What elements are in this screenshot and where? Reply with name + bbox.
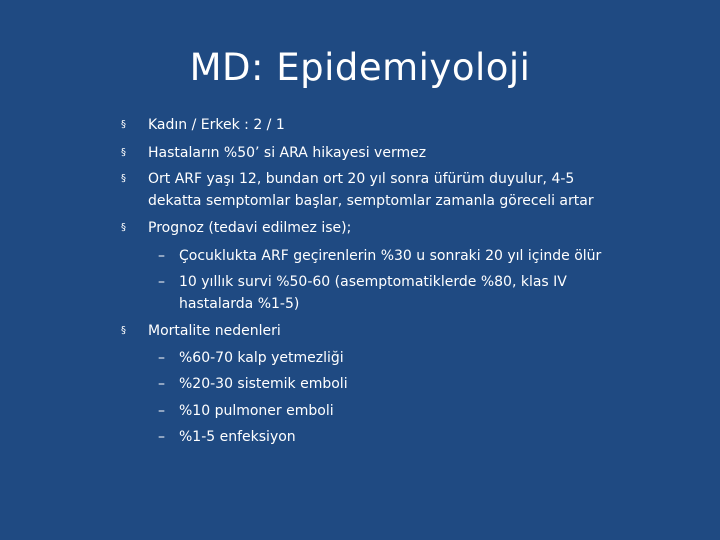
list-item-text: Prognoz (tedavi edilmez ise);: [148, 220, 352, 236]
list-item-text: Ort ARF yaşı 12, bundan ort 20 yıl sonra üfürüm duyulur, 4-5 dekatta semptomlar başlar, semptomlar zamanla göreceli artar: [148, 171, 594, 209]
dash-bullet-icon: –: [158, 403, 165, 419]
dash-bullet-icon: –: [158, 274, 165, 290]
dash-bullet-icon: –: [158, 429, 165, 445]
dash-bullet-icon: –: [158, 376, 165, 392]
square-bullet-icon: §: [121, 325, 126, 336]
square-bullet-icon: §: [121, 222, 126, 233]
list-item-text: %10 pulmoner emboli: [179, 403, 334, 419]
square-bullet-icon: §: [121, 147, 126, 158]
list-item-text: Mortalite nedenleri: [148, 323, 281, 339]
list-item-text: Hastaların %50’ si ARA hikayesi vermez: [148, 145, 427, 161]
dash-bullet-icon: –: [158, 350, 165, 366]
list-item-text: %20-30 sistemik emboli: [179, 376, 348, 392]
list-item-text: 10 yıllık survi %50-60 (asemptomatiklerde %80, klas IV hastalarda %1-5): [179, 274, 567, 312]
list-item-text: Kadın / Erkek : 2 / 1: [148, 117, 285, 133]
dash-bullet-icon: –: [158, 248, 165, 264]
slide-title: MD: Epidemiyoloji: [189, 46, 531, 89]
square-bullet-icon: §: [121, 119, 126, 130]
list-item-text: %1-5 enfeksiyon: [179, 429, 296, 445]
list-item-text: Çocuklukta ARF geçirenlerin %30 u sonraki 20 yıl içinde ölür: [179, 248, 602, 264]
square-bullet-icon: §: [121, 173, 126, 184]
list-item-text: %60-70 kalp yetmezliği: [179, 350, 344, 366]
